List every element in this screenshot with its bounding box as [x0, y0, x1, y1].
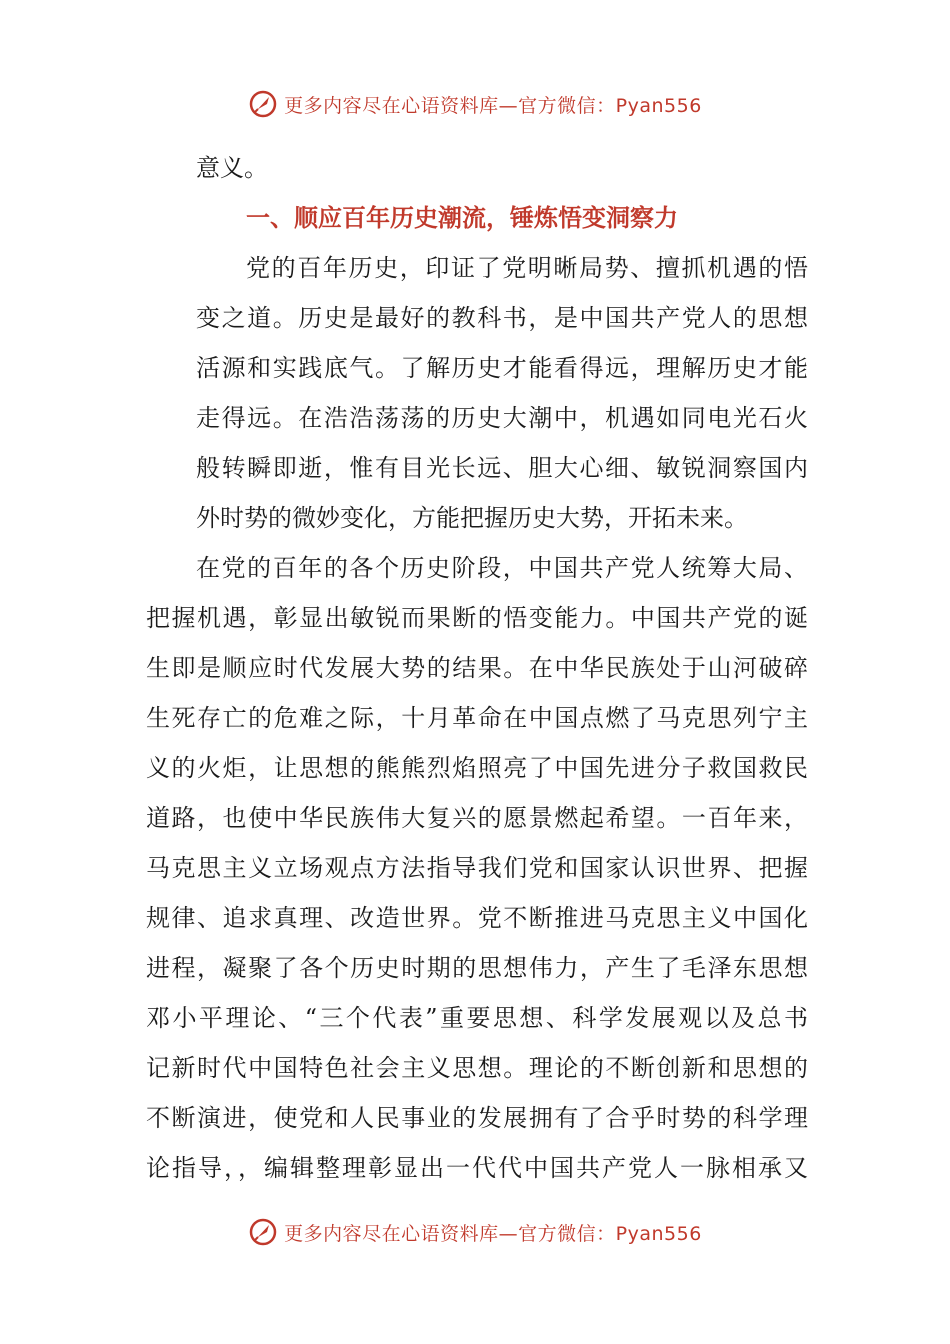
- text-line: 意义。: [196, 154, 268, 182]
- text-line: 外时势的微妙变化，方能把握历史大势，开拓未来。: [196, 504, 748, 532]
- text-line: 马克思主义立场观点方法指导我们党和国家认识世界、把握: [146, 854, 808, 882]
- text-line: 把握机遇，彰显出敏锐而果断的悟变能力。中国共产党的诞: [146, 604, 808, 632]
- text-line: 道路，也使中华民族伟大复兴的愿景燃起希望。一百年来，: [146, 804, 808, 832]
- document-body: [146, 143, 808, 1193]
- text-line: 生即是顺应时代发展大势的结果。在中华民族处于山河破碎: [146, 654, 808, 682]
- text-line: 义的火炬，让思想的熊熊烈焰照亮了中国先进分子救国救民: [146, 754, 808, 782]
- section-heading: 一、顺应百年历史潮流，锤炼悟变洞察力: [246, 204, 678, 232]
- text-line: 邓小平理论、“三个代表”重要思想、科学发展观以及总书: [146, 1004, 808, 1032]
- text-line: 党的百年历史，印证了党明晰局势、擅抓机遇的悟: [246, 254, 808, 282]
- text-line: 活源和实践底气。了解历史才能看得远，理解历史才能: [196, 354, 808, 382]
- text-line: 在党的百年的各个历史阶段，中国共产党人统筹大局、: [196, 554, 808, 582]
- header-banner: [0, 84, 950, 124]
- quill-seal-icon: [248, 1217, 278, 1247]
- text-line: 进程，凝聚了各个历史时期的思想伟力，产生了毛泽东思想: [146, 954, 808, 982]
- text-line: 规律、追求真理、改造世界。党不断推进马克思主义中国化: [146, 904, 808, 932]
- text-line: 生死存亡的危难之际，十月革命在中国点燃了马克思列宁主: [146, 704, 808, 732]
- text-line: 走得远。在浩浩荡荡的历史大潮中，机遇如同电光石火: [196, 404, 808, 432]
- text-line: 般转瞬即逝，惟有目光长远、胆大心细、敏锐洞察国内: [196, 454, 808, 482]
- quill-seal-icon: [248, 89, 278, 119]
- text-line: 变之道。历史是最好的教科书，是中国共产党人的思想: [196, 304, 808, 332]
- text-line: 不断演进，使党和人民事业的发展拥有了合乎时势的科学理: [146, 1104, 808, 1132]
- text-line: 记新时代中国特色社会主义思想。理论的不断创新和思想的: [146, 1054, 808, 1082]
- header-banner-text: 更多内容尽在心语资料库—官方微信：Pyan556: [284, 94, 702, 117]
- footer-banner-text: 更多内容尽在心语资料库—官方微信：Pyan556: [284, 1222, 702, 1245]
- footer-banner: [0, 1212, 950, 1252]
- text-line: 论指导，，编辑整理彰显出一代代中国共产党人一脉相承又: [146, 1154, 808, 1182]
